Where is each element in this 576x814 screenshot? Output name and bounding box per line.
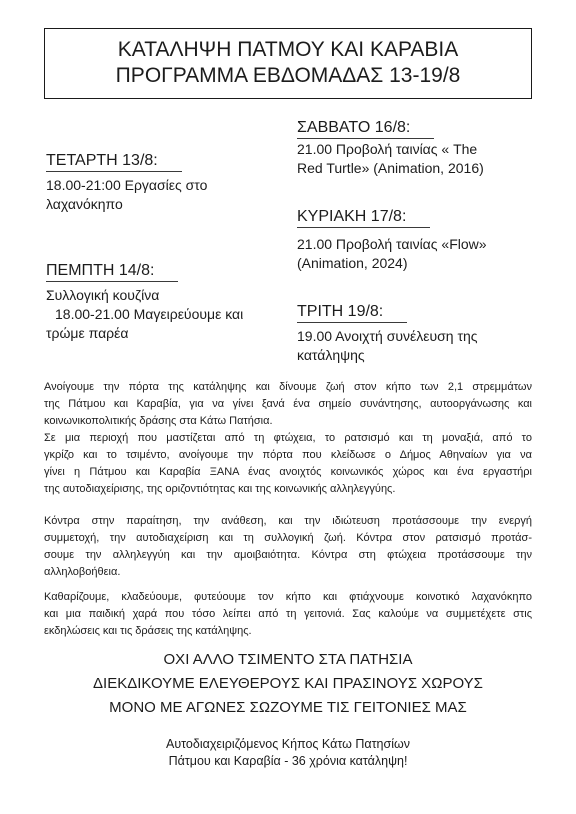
event-wednesday (46, 151, 207, 214)
signature-line: Πάτμου και Καραβία - 36 χρόνια κατάληψη! (168, 754, 408, 768)
paragraph-line: Κόντρα στην παραίτηση, την ανάθεση, και την ιδιώτευση προτάσσουμε την ενεργή (44, 515, 532, 527)
event-heading: ΠΕΜΠΤΗ 14/8: (46, 261, 178, 282)
event-line: τρώμε παρέα (46, 325, 129, 341)
slogan-line: ΟΧΙ ΑΛΛΟ ΤΣΙΜΕΝΤΟ ΣΤΑ ΠΑΤΗΣΙΑ (163, 651, 413, 668)
event-line: 18.00-21.00 Μαγειρεύουμε και (55, 306, 244, 322)
paragraph-line: γκρίζο και το τσιμέντο, ανοίγουμε την πόρτα που κλείδωσε ο Δήμος Αθηναίων για να (44, 449, 532, 461)
event-line: 19.00 Ανοιχτή συνέλευση της (297, 328, 478, 344)
paragraph-line: γίνει η Πάτμου και Καραβία ΞΑΝΑ ένας ανοιχτός κοινωνικός χώρος και ένα εργαστήρι (44, 466, 532, 478)
event-line: κατάληψης (297, 347, 365, 363)
event-details (46, 286, 243, 343)
paragraph-line: Καθαρίζουμε, κλαδεύουμε, φυτεύουμε τον κήπο και φτιάχνουμε κοινοτικό λαχανόκηπο (44, 591, 532, 603)
slogans (0, 648, 576, 720)
slogan-line: ΜΟΝΟ ΜΕ ΑΓΩΝΕΣ ΣΩΖΟΥΜΕ ΤΙΣ ΓΕΙΤΟΝΙΕΣ ΜΑΣ (109, 699, 467, 716)
paragraph-line: Ανοίγουμε την πόρτα της κατάληψης και δίνουμε ζωή στον κήπο των 2,1 στρεμμάτων (44, 381, 532, 393)
paragraph-line: αλληλοβοήθεια. (44, 566, 121, 578)
event-heading: ΣΑΒΒΑΤΟ 16/8: (297, 118, 434, 139)
paragraph-line: της αυτοδιαχείρισης, της οριζοντιότητας και της κοινωνικής αλληλεγγύης. (44, 483, 396, 495)
paragraph-line: Σε μια περιοχή που μαστίζεται από τη φτώχεια, το ρατσισμό και τη μοναξιά, από το (44, 432, 532, 444)
event-line: 21.00 Προβολή ταινίας « The (297, 141, 478, 157)
event-line: λαχανόκηπο (46, 196, 123, 212)
paragraph-line: σουμε την αλληλεγγύη και την αμοιβαιότητα. Κόντρα στη φτώχεια προτάσσουμε την (44, 549, 532, 561)
title-line-1: ΚΑΤΑΛΗΨΗ ΠΑΤΜΟΥ ΚΑΙ ΚΑΡΑΒΙΑ (117, 38, 459, 61)
signature (0, 736, 576, 770)
event-tuesday (297, 302, 478, 365)
paragraph-intro (44, 379, 532, 498)
event-details (297, 235, 487, 273)
event-details (297, 327, 478, 365)
event-line: Συλλογική κουζίνα (46, 287, 160, 303)
paragraph-line: και μια παιδική χαρά που τόσο λείπει από τη γειτονιά. Σας καλούμε να συμμετέχετε στις (44, 608, 532, 620)
event-heading: ΤΡΙΤΗ 19/8: (297, 302, 407, 323)
event-sunday (297, 207, 487, 273)
paragraph-line: συμμετοχή, την αυτοδιαχείριση και τη συλλογική ζωή. Κόντρα στον ρατσισμό προτάσ- (44, 532, 532, 544)
event-thursday (46, 261, 243, 343)
title-box (44, 28, 532, 99)
signature-line: Αυτοδιαχειριζόμενος Κήπος Κάτω Πατησίων (166, 737, 410, 751)
paragraph-invitation (44, 589, 532, 640)
slogan-line: ΔΙΕΚΔΙΚΟΥΜΕ ΕΛΕΥΘΕΡΟΥΣ ΚΑΙ ΠΡΑΣΙΝΟΥΣ ΧΩΡΟΥΣ (93, 675, 483, 692)
paragraph-participation (44, 513, 532, 581)
event-heading: ΤΕΤΑΡΤΗ 13/8: (46, 151, 182, 172)
event-saturday (297, 118, 484, 178)
event-line: (Animation, 2024) (297, 255, 408, 271)
event-line: 18.00-21:00 Εργασίες στο (46, 177, 208, 193)
paragraph-line: κοινωνικοπολιτικής δράσης στα Κάτω Πατήσια. (44, 415, 273, 427)
event-line: Red Turtle» (Animation, 2016) (297, 160, 484, 176)
paragraph-line: εκδηλώσεις και τις δράσεις της κατάληψης. (44, 625, 252, 637)
title-line-2: ΠΡΟΓΡΑΜΜΑ ΕΒΔΟΜΑΔΑΣ 13-19/8 (115, 64, 461, 87)
event-heading: ΚΥΡΙΑΚΗ 17/8: (297, 207, 430, 228)
paragraph-line: της Πάτμου και Καραβία, για να γίνει ξανά ένα σημείο συνάντησης, αυτοοργάνωσης και (44, 398, 532, 410)
event-details (297, 140, 484, 178)
event-details (46, 176, 207, 214)
event-line: 21.00 Προβολή ταινίας «Flow» (297, 236, 487, 252)
